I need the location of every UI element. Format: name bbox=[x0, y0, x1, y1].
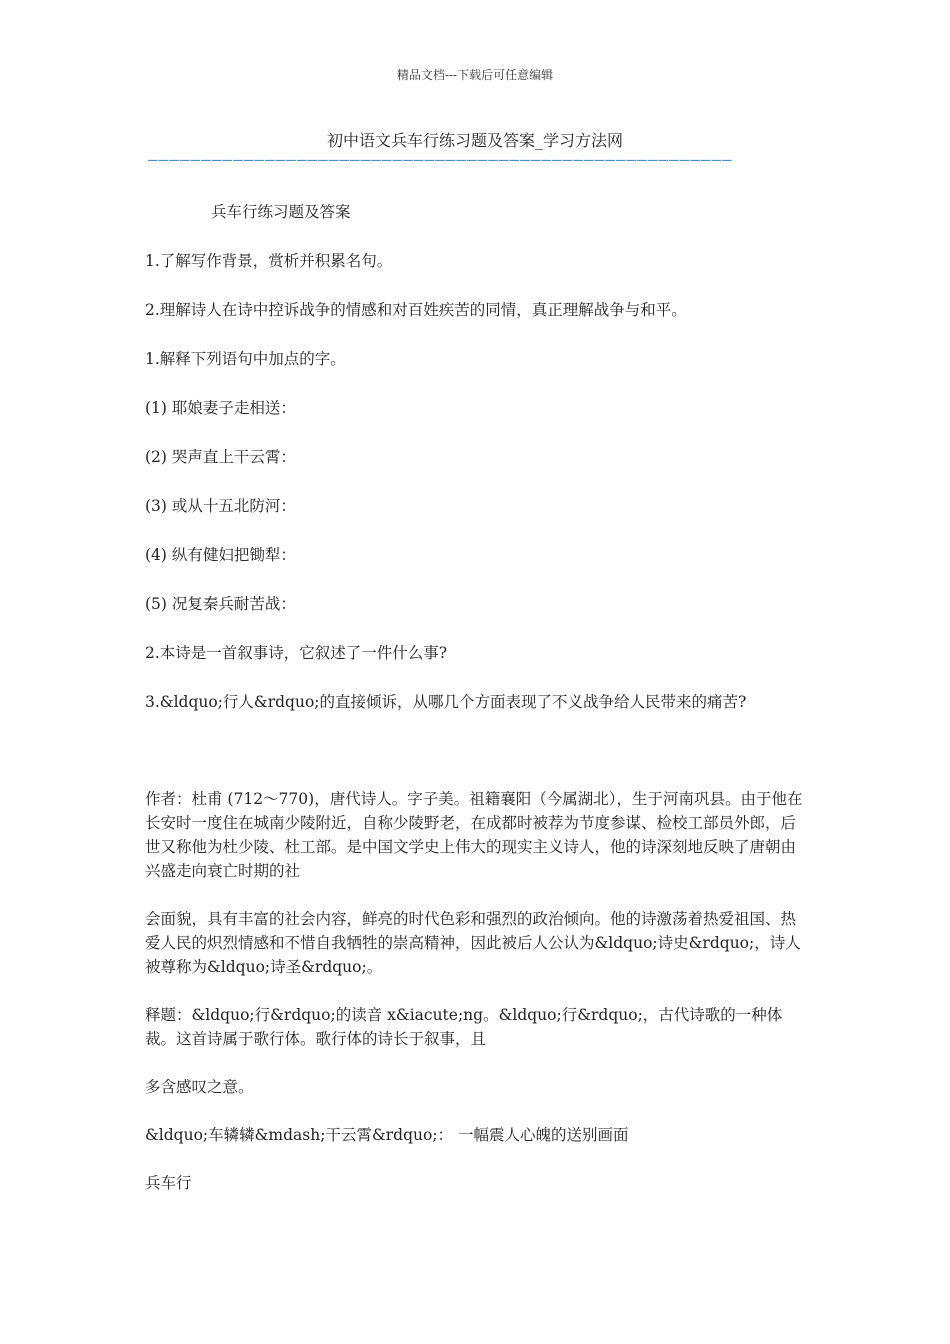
question-2: 2.本诗是一首叙事诗，它叙述了一件什么事? bbox=[145, 644, 448, 662]
title-explanation-continued: 多含感叹之意。 bbox=[145, 1078, 254, 1096]
learning-goal-2: 2.理解诗人在诗中控诉战争的情感和对百姓疾苦的同情，真正理解战争与和平。 bbox=[145, 301, 687, 319]
author-paragraph-1: 作者：杜甫 (712～770)，唐代诗人。字子美。祖籍襄阳（今属湖北），生于河南巩县。由于他在长安时一度住在城南少陵附近，自称少陵野老，在成都时被荐为节度参谋、检校工部员外郎，后世又称他为杜少陵、杜工部。是中国文学史上伟大的现实主义诗人，他的诗深刻地反映了唐朝由兴盛走向衰亡时期的社 bbox=[145, 790, 803, 880]
question-3: 3.&ldquo;行人&rdquo;的直接倾诉，从哪几个方面表现了不义战争给人民带来的痛苦? bbox=[145, 693, 747, 711]
question-1-item-1: (1) 耶娘妻子走相送： bbox=[145, 399, 296, 417]
section-heading: 兵车行练习题及答案 bbox=[211, 203, 351, 221]
document-title: 初中语文兵车行练习题及答案_学习方法网 bbox=[326, 131, 623, 150]
author-paragraph-2: 会面貌，具有丰富的社会内容，鲜亮的时代色彩和强烈的政治倾向。他的诗激荡着热爱祖国、热爱人民的炽烈情感和不惜自我牺牲的崇高精神，因此被后人公认为&ldquo;诗史&rdquo;，诗人被尊称为&ldquo;诗圣&rdquo;。 bbox=[145, 910, 801, 976]
title-explanation: 释题：&ldquo;行&rdquo;的读音 x&iacute;ng。&ldquo;行&rdquo;，古代诗歌的一种体裁。这首诗属于歌行体。歌行体的诗长于叙事，且 bbox=[145, 1006, 783, 1048]
title-divider: ——————————————————————————————————————————————————————— bbox=[148, 150, 733, 169]
question-1-item-2: (2) 哭声直上干云霄： bbox=[145, 448, 296, 466]
poem-title: 兵车行 bbox=[145, 1174, 192, 1192]
top-note: 精品文档---下载后可任意编辑 bbox=[396, 68, 554, 82]
question-1-item-4: (4) 纵有健妇把锄犁： bbox=[145, 546, 296, 564]
question-1: 1.解释下列语句中加点的字。 bbox=[145, 350, 346, 368]
question-1-item-5: (5) 况复秦兵耐苦战： bbox=[145, 595, 296, 613]
document-body bbox=[145, 200, 807, 1195]
section-line: &ldquo;车辚辚&mdash;干云霄&rdquo;： 一幅震人心魄的送别画面 bbox=[145, 1126, 629, 1144]
question-1-item-3: (3) 或从十五北防河： bbox=[145, 497, 296, 515]
learning-goal-1: 1.了解写作背景，赏析并积累名句。 bbox=[145, 252, 393, 270]
